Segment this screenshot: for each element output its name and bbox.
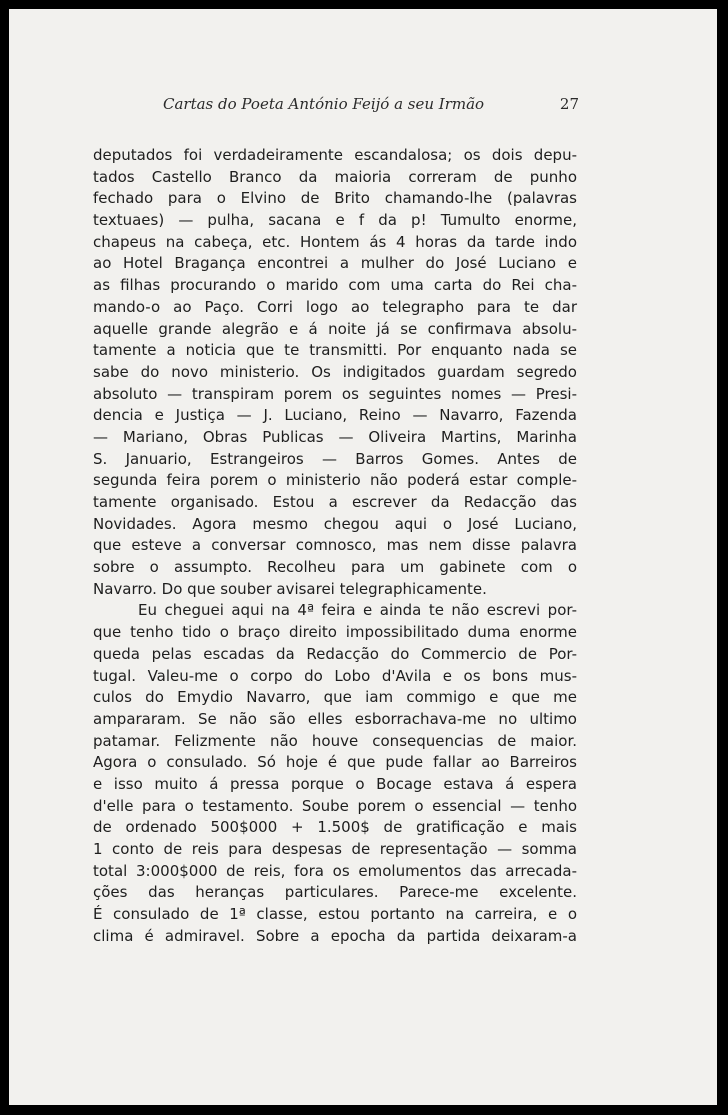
text-line: sabe do novo ministerio. Os indigitados guardam segredo — [93, 362, 577, 381]
text-line: chapeus na cabeça, etc. Hontem ás 4 horas da tarde indo — [93, 232, 577, 251]
text-line: segunda feira porem o ministerio não poderá estar comple- — [93, 471, 577, 490]
text-line: sobre o assumpto. Recolheu para um gabinete com o — [93, 558, 577, 577]
text-line: patamar. Felizmente não houve consequencias de maior. — [93, 731, 577, 750]
text-line: de ordenado 500$000 + 1.500$ de gratificação e mais — [93, 818, 577, 837]
text-line: queda pelas escadas da Redacção do Commercio de Por- — [93, 644, 577, 663]
book-page — [9, 9, 717, 1105]
text-line: culos do Emydio Navarro, que iam commigo e que me — [93, 688, 577, 707]
running-header — [159, 95, 579, 119]
text-line: dencia e Justiça — J. Luciano, Reino — Navarro, Fazenda — [93, 406, 577, 425]
text-line: ao Hotel Bragança encontrei a mulher do José Luciano e — [93, 254, 577, 273]
text-line: ções das heranças particulares. Parece-me excelente. — [93, 883, 577, 902]
text-line: mando-o ao Paço. Corri logo ao telegrapho para te dar — [93, 297, 577, 316]
text-line: absoluto — transpiram porem os seguintes nomes — Presi- — [93, 384, 577, 403]
running-title: Cartas do Poeta António Feijó a seu Irmão — [163, 95, 485, 113]
text-line: que esteve a conversar comnosco, mas nem disse palavra — [93, 536, 577, 555]
text-line: É consulado de 1ª classe, estou portanto na carreira, e o — [93, 905, 577, 924]
text-line: ampararam. Se não são elles esborrachava-me no ultimo — [93, 709, 577, 728]
text-line: clima é admiravel. Sobre a epocha da partida deixaram-a — [93, 926, 577, 945]
text-line: Novidades. Agora mesmo chegou aqui o José Luciano, — [93, 514, 577, 533]
text-line: tados Castello Branco da maioria correram de punho — [93, 167, 577, 186]
text-line: aquelle grande alegrão e á noite já se confirmava absolu- — [93, 319, 577, 338]
text-line: que tenho tido o braço direito impossibilitado duma enorme — [93, 623, 577, 642]
paragraph-first-line: Eu cheguei aqui na 4ª feira e ainda te não escrevi por- — [138, 601, 577, 620]
text-line: S. Januario, Estrangeiros — Barros Gomes. Antes de — [93, 449, 577, 468]
body-text — [93, 145, 577, 947]
text-line: 1 conto de reis para despesas de representação — somma — [93, 840, 577, 858]
text-line: d'elle para o testamento. Soube porem o essencial — tenho — [93, 796, 577, 815]
text-line: Navarro. Do que souber avisarei telegraphicamente. — [93, 579, 487, 598]
text-line: tamente a noticia que te transmitti. Por enquanto nada se — [93, 341, 577, 360]
text-line: e isso muito á pressa porque o Bocage estava á espera — [93, 774, 577, 793]
text-line: total 3:000$000 de reis, fora os emolumentos das arrecada- — [93, 861, 577, 880]
text-line: tamente organisado. Estou a escrever da Redacção das — [93, 493, 577, 511]
page-number: 27 — [559, 95, 579, 113]
text-line: — Mariano, Obras Publicas — Oliveira Martins, Marinha — [93, 427, 577, 446]
text-line: deputados foi verdadeiramente escandalosa; os dois depu- — [93, 146, 577, 164]
text-line: as filhas procurando o marido com uma carta do Rei cha- — [93, 276, 577, 295]
text-line: textuaes) — pulha, sacana e f da p! Tumulto enorme, — [93, 211, 577, 230]
text-line: Agora o consulado. Só hoje é que pude fallar ao Barreiros — [93, 753, 577, 772]
text-line: fechado para o Elvino de Brito chamando-lhe (palavras — [93, 189, 577, 208]
text-line: tugal. Valeu-me o corpo do Lobo d'Avila e os bons mus- — [93, 666, 577, 685]
